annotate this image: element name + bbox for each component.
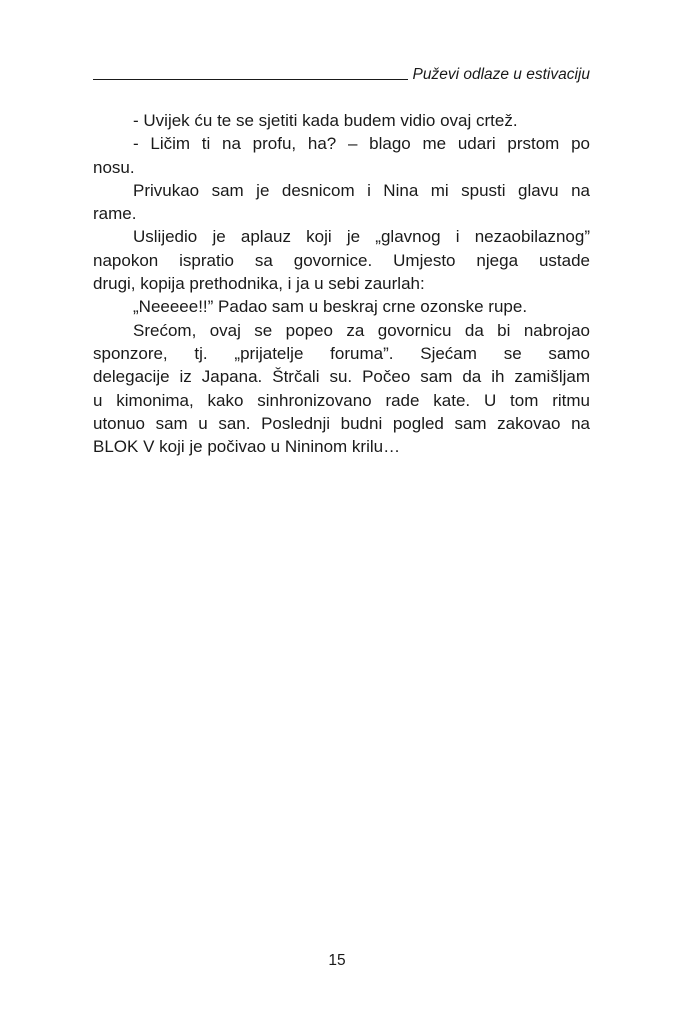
text-line: napokon ispratio sa govornice. Umjesto njega ustade [93,250,590,270]
text-line: - Uvijek ću te se sjetiti kada budem vidio ovaj crtež. [133,111,518,130]
text-line: Srećom, ovaj se popeo za govornicu da bi nabrojao [133,320,590,340]
text-line: nosu. [93,157,135,177]
text-line: utonuo sam u san. Poslednji budni pogled sam zakovao na [93,413,590,433]
text-line: Uslijedio je aplauz koji je „glavnog i nezaobilaznog” [133,227,590,247]
text-line: Privukao sam je desnicom i Nina mi spusti glavu na [133,180,590,200]
header-rule [93,79,408,80]
text-line: delegacije iz Japana. Štrčali su. Počeo sam da ih zamišljam [93,367,590,387]
running-header [93,66,590,84]
text-line: drugi, kopija prethodnika, i ja u sebi zaurlah: [93,274,425,294]
text-line: u kimonima, kako sinhronizovano rade kate. U tom ritmu [93,390,590,410]
text-line: rame. [93,204,137,224]
text-line: sponzore, tj. „prijatelje foruma”. Sjećam se samo [93,343,590,363]
text-line: „Neeeee!!” Padao sam u beskraj crne ozonske rupe. [133,297,528,317]
page-number: 15 [328,952,346,969]
chapter-title: Puževi odlaze u estivaciju [412,66,590,83]
body-text [93,109,590,458]
text-line: BLOK V koji je počivao u Nininom krilu… [93,437,401,457]
text-line: - Ličim ti na profu, ha? – blago me udari prstom po [133,134,590,154]
